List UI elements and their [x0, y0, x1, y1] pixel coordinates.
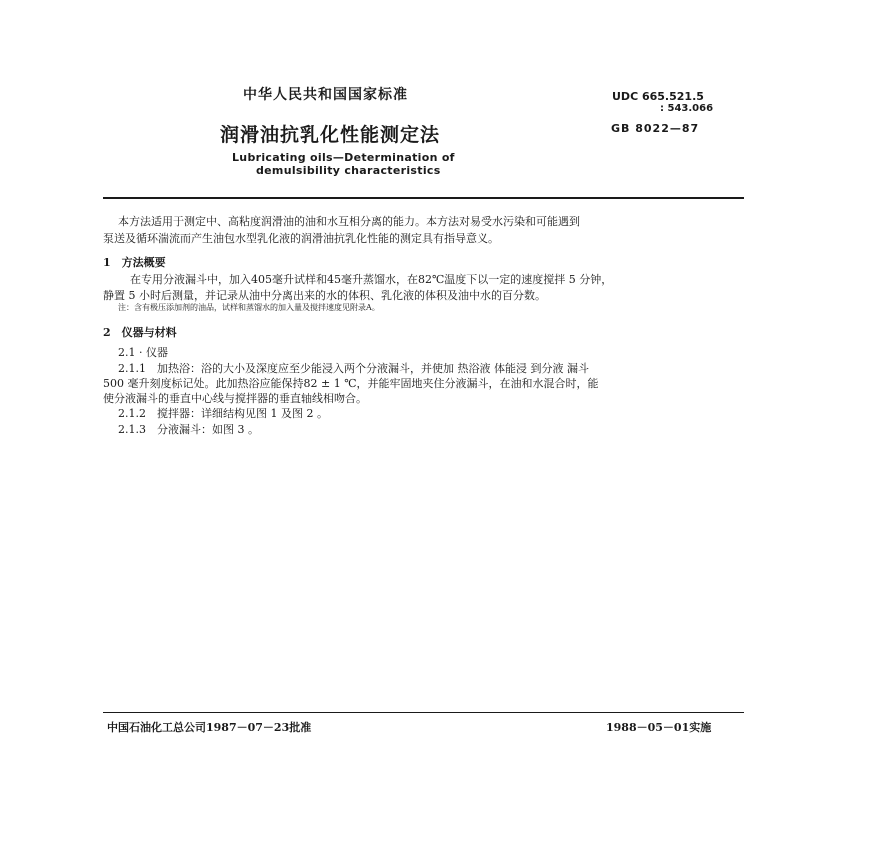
section-1-line2: 静置 5 小时后测量，并记录从油中分离出来的水的体积、乳化液的体积及油中水的百分数。	[103, 289, 546, 302]
footer-divider	[103, 712, 744, 713]
subsection-2-1: 2.1 · 仪器	[118, 346, 168, 359]
subsection-2-1-1-line3: 使分液漏斗的垂直中心线与搅拌器的垂直轴线相吻合。	[103, 392, 367, 405]
section-2-heading: 2 仪器与材料	[103, 326, 177, 339]
subsection-2-1-2: 2.1.2 搅拌器：详细结构见图 1 及图 2 。	[118, 407, 328, 420]
implementation-date: 1988－05－01实施	[606, 721, 712, 734]
english-title-line1: Lubricating oils—Determination of	[232, 151, 455, 164]
header-divider	[103, 197, 744, 199]
subsection-2-1-1-line1: 2.1.1 加热浴：浴的大小及深度应至少能浸入两个分液漏斗，并使加 热浴液 体能浸 到分液 漏斗	[118, 362, 589, 375]
subsection-2-1-1-line2: 500 毫升刻度标记处。此加热浴应能保持82 ± 1 ℃，并能牢固地夹住分液漏斗，在油和水混合时，能	[103, 377, 599, 390]
national-standard-heading: 中华人民共和国国家标准	[243, 87, 408, 103]
approval-date: 中国石油化工总公司1987－07－23批准	[107, 721, 312, 734]
intro-paragraph-line2: 泵送及循环湍流而产生油包水型乳化液的润滑油抗乳化性能的测定具有指导意义。	[103, 232, 499, 245]
english-title-line2: demulsibility characteristics	[256, 164, 441, 177]
section-1-heading: 1 方法概要	[103, 256, 166, 269]
gb-code: GB 8022—87	[611, 122, 700, 135]
document-title: 润滑油抗乳化性能测定法	[220, 124, 441, 146]
intro-paragraph-line1: 本方法适用于测定中、高粘度润滑油的油和水互相分离的能力。本方法对易受水污染和可能遇到	[118, 215, 580, 228]
section-1-line1: 在专用分液漏斗中，加入405毫升试样和45毫升蒸馏水，在82℃温度下以一定的速度搅拌 5 分钟，	[130, 273, 613, 286]
subsection-2-1-3: 2.1.3 分液漏斗：如图 3 。	[118, 423, 259, 436]
udc-code-continued: : 543.066	[660, 103, 714, 114]
section-1-note: 注：含有极压添加剂的油品，试样和蒸馏水的加入量及搅拌速度见附录A。	[118, 303, 380, 312]
udc-code: UDC 665.521.5	[612, 90, 704, 103]
